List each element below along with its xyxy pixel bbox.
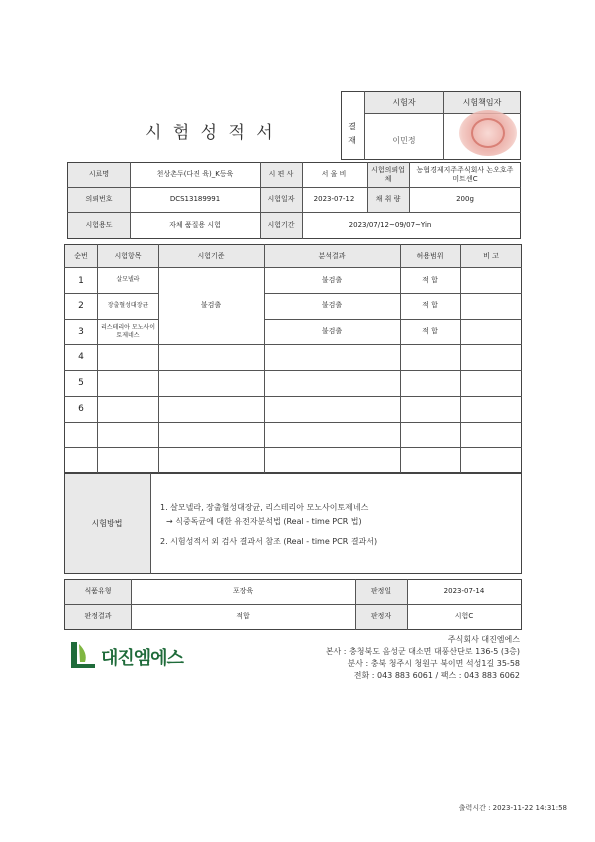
row-no: 5 bbox=[78, 378, 84, 388]
row-range: 적 합 bbox=[422, 276, 438, 284]
food-type-label: 식품유형 bbox=[84, 587, 112, 595]
row-result: 불검출 bbox=[321, 327, 343, 335]
company-address-1: 본사 : 충청북도 음성군 대소면 대풍산단로 136-5 (3층) bbox=[325, 647, 520, 656]
client-value: 서 울 비 bbox=[321, 170, 347, 178]
method-line-1: 1. 살모넬라, 장출혈성대장균, 리스테리아 모노사이토제네스 bbox=[160, 503, 369, 512]
row-no: 1 bbox=[78, 276, 84, 286]
client-label: 시 편 사 bbox=[268, 170, 294, 178]
judge-person-label: 판정자 bbox=[370, 612, 392, 620]
col-header-result: 분석결과 bbox=[318, 252, 346, 260]
tester-signature: 이민정 bbox=[392, 136, 416, 145]
row-range: 적 합 bbox=[422, 327, 438, 335]
purpose-label: 시험용도 bbox=[85, 221, 113, 229]
col-header-range: 허용범위 bbox=[416, 252, 444, 260]
sample-name-label: 시료명 bbox=[88, 170, 110, 178]
judge-result-value: 적합 bbox=[236, 612, 250, 620]
approval-side-label: 결 재 bbox=[348, 122, 356, 145]
requester-label: 시험의뢰업체 bbox=[371, 166, 405, 183]
receipt-no-value: DCS13189991 bbox=[169, 195, 221, 203]
method-line-3: 2. 시험성적서 외 검사 결과서 참조 (Real - time PCR 결과서) bbox=[160, 537, 378, 546]
row-result: 불검출 bbox=[321, 301, 343, 309]
company-address-2: 분사 : 충북 청주시 청원구 북이면 석성1길 35-58 bbox=[347, 659, 520, 668]
period-value: 2023/07/12~09/07~Yin bbox=[348, 221, 432, 229]
criterion-merged-cell: 불검출 bbox=[200, 301, 222, 309]
col-header-criterion: 시험기준 bbox=[197, 252, 225, 260]
test-date-value: 2023-07-12 bbox=[313, 195, 355, 203]
row-range: 적 합 bbox=[422, 301, 438, 309]
requester-value: 농협경제지주주식회사 논오호주미트센C bbox=[416, 166, 514, 183]
row-no: 6 bbox=[78, 404, 84, 414]
company-name: 주식회사 대진엠에스 bbox=[447, 635, 520, 644]
row-no: 4 bbox=[78, 352, 84, 362]
row-no: 2 bbox=[78, 301, 84, 311]
approval-tester-header: 시험자 bbox=[392, 98, 416, 107]
row-item: 장출혈성대장균 bbox=[107, 302, 149, 309]
judge-date-label: 판정일 bbox=[370, 587, 392, 595]
purpose-value: 자체 품질용 시험 bbox=[169, 221, 221, 229]
test-date-label: 시험일자 bbox=[267, 195, 295, 203]
method-line-2: → 식중독균에 대한 유전자분석법 (Real - time PCR 법) bbox=[166, 517, 362, 526]
company-phone: 전화 : 043 883 6061 / 팩스 : 043 883 6062 bbox=[353, 671, 520, 680]
judge-result-label: 판정결과 bbox=[84, 612, 112, 620]
judge-date-value: 2023-07-14 bbox=[443, 587, 485, 595]
company-logo-icon bbox=[67, 640, 97, 670]
col-header-item: 시험항목 bbox=[114, 252, 142, 260]
seal-inner-ring bbox=[471, 118, 505, 148]
period-label: 시험기간 bbox=[267, 221, 295, 229]
row-item: 살모넬라 bbox=[116, 276, 140, 283]
row-no: 3 bbox=[78, 327, 84, 337]
col-header-no: 순번 bbox=[74, 252, 88, 260]
col-header-note: 비 고 bbox=[483, 252, 499, 260]
document-title: 시 험 성 적 서 bbox=[145, 123, 276, 143]
approval-manager-header: 시험책임자 bbox=[462, 98, 502, 107]
method-label: 시험방법 bbox=[91, 519, 123, 528]
receipt-no-label: 의뢰번호 bbox=[85, 195, 113, 203]
sample-qty-value: 200g bbox=[456, 195, 474, 203]
row-item: 리스테리아 모노사이토제네스 bbox=[100, 324, 156, 339]
judge-person-value: 시험C bbox=[454, 612, 474, 620]
row-result: 불검출 bbox=[321, 276, 343, 284]
sample-name-value: 천상촌두(다진 육)_K등육 bbox=[156, 170, 234, 178]
food-type-value: 포장육 bbox=[232, 587, 254, 595]
sample-qty-label: 채 취 량 bbox=[375, 195, 401, 203]
company-logo-text: 대진엠에스 bbox=[101, 648, 183, 669]
print-time: 출력시간 : 2023-11-22 14:31:58 bbox=[458, 804, 567, 812]
